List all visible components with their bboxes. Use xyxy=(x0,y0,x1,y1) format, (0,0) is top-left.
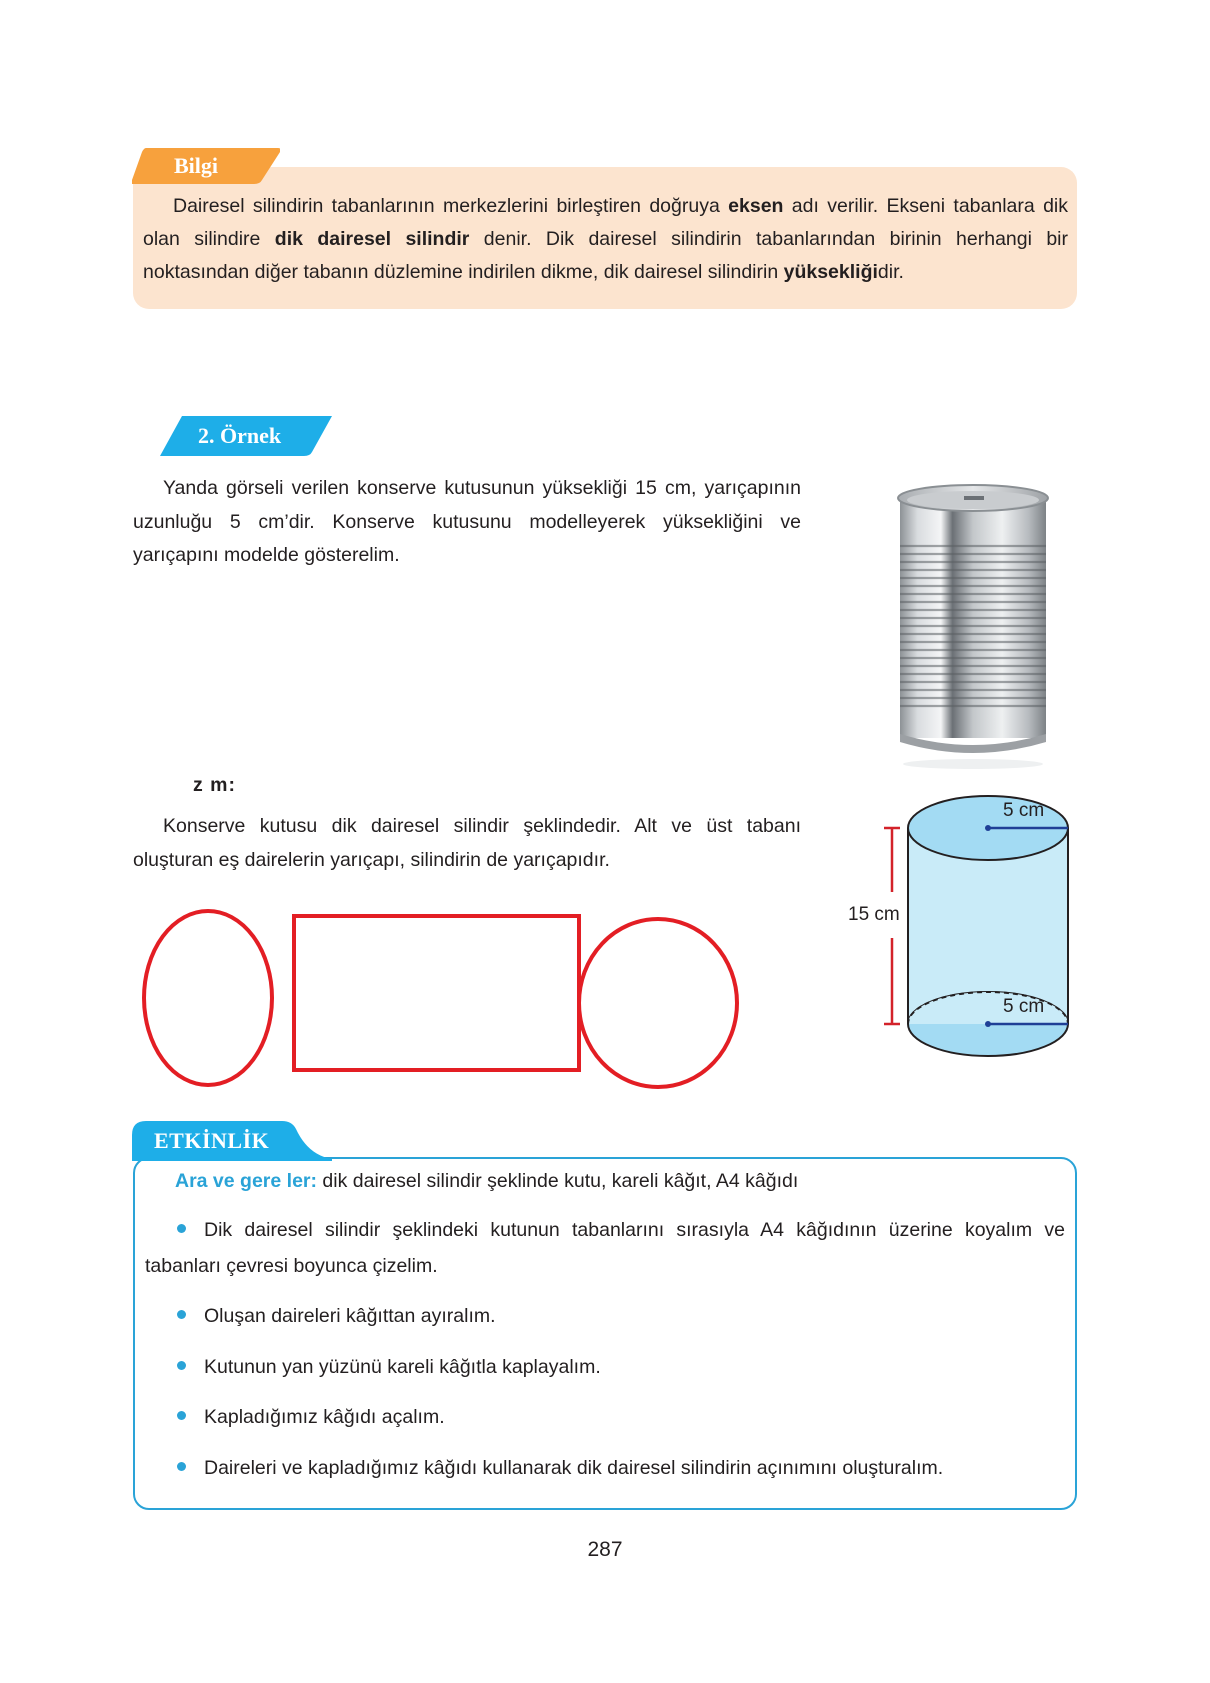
info-text-part: dir. xyxy=(877,261,904,283)
example-tab xyxy=(160,416,332,456)
tin-can-photo xyxy=(888,476,1058,772)
example-tab-label: 2. Örnek xyxy=(198,423,282,448)
cylinder-diagram xyxy=(840,790,1090,1075)
page-number: 287 xyxy=(587,1538,623,1561)
materials-line xyxy=(175,1170,798,1193)
term-yukseklik: yüksekliği xyxy=(783,261,878,283)
info-text-part: Dairesel silindirin tabanlarının merkezlerini birleştiren doğruya xyxy=(173,195,729,217)
info-tab xyxy=(132,148,280,184)
activity-step-text: Oluşan daireleri kâğıttan ayıralım. xyxy=(204,1305,496,1327)
activity-step xyxy=(145,1349,1065,1385)
info-tab-label: Bilgi xyxy=(174,153,219,178)
net-right-circle xyxy=(579,919,737,1087)
example-text xyxy=(133,472,801,573)
term-eksen: eksen xyxy=(728,195,784,217)
top-radius-label: 5 cm xyxy=(1003,800,1045,821)
bottom-radius-label: 5 cm xyxy=(1003,996,1045,1017)
height-label: 15 cm xyxy=(848,904,900,925)
net-rectangle xyxy=(294,916,579,1070)
activity-step xyxy=(145,1450,1065,1486)
activity-tab xyxy=(132,1121,332,1161)
materials-value: dik dairesel silindir şeklinde kutu, kareli kâğıt, A4 kâğıdı xyxy=(317,1170,799,1192)
bullet-icon xyxy=(177,1411,186,1420)
activity-step-text: Kapladığımız kâğıdı açalım. xyxy=(204,1406,445,1428)
bullet-icon xyxy=(177,1361,186,1370)
cylinder-net-diagram xyxy=(128,900,748,1092)
activity-step xyxy=(145,1399,1065,1435)
info-text-part: denir. Dik dairesel silindirin tabanlarından birinin herhangi bir noktasından diğer tabanın düzlemine indirilen dikme, dik dairesel silindirin xyxy=(143,228,1069,283)
solution-text-body: Konserve kutusu dik dairesel silindir şeklindedir. Alt ve üst tabanı oluşturan eş dairelerin yarıçapı, silindirin de yarıçapıdır. xyxy=(133,815,801,871)
activity-step xyxy=(145,1298,1065,1334)
activity-step-text: Dik dairesel silindir şeklindeki kutunun tabanlarını sırasıyla A4 kâğıdının üzerine koyalım ve tabanları çevresi boyunca çizelim. xyxy=(145,1219,1065,1277)
info-text-part: adı verilir. Ekseni tabanlara dik olan silindire xyxy=(143,195,1068,250)
activity-tab-label: ETKİNLİK xyxy=(154,1128,270,1153)
materials-label: Ara ve gere ler: xyxy=(175,1170,317,1192)
solution-title: z m: xyxy=(193,774,236,796)
activity-step-text: Daireleri ve kapladığımız kâğıdı kullanarak dik dairesel silindirin açınımını oluşturalım. xyxy=(204,1457,944,1479)
bullet-icon xyxy=(177,1224,186,1233)
solution-text xyxy=(133,809,801,877)
activity-step xyxy=(145,1212,1065,1284)
info-text xyxy=(143,190,1068,289)
term-dik-dairesel-silindir: dik dairesel silindir xyxy=(274,228,470,250)
bullet-icon xyxy=(177,1462,186,1471)
activity-step-text: Kutunun yan yüzünü kareli kâğıtla kaplayalım. xyxy=(204,1356,601,1378)
net-left-circle xyxy=(144,911,272,1085)
height-bar xyxy=(884,828,900,1024)
bullet-icon xyxy=(177,1310,186,1319)
example-text-body: Yanda görseli verilen konserve kutusunun yüksekliği 15 cm, yarıçapının uzunluğu 5 cm’dir. Konserve kutusunu modelleyerek yüksekliğini ve yarıçapını modelde gösterelim. xyxy=(133,477,801,566)
